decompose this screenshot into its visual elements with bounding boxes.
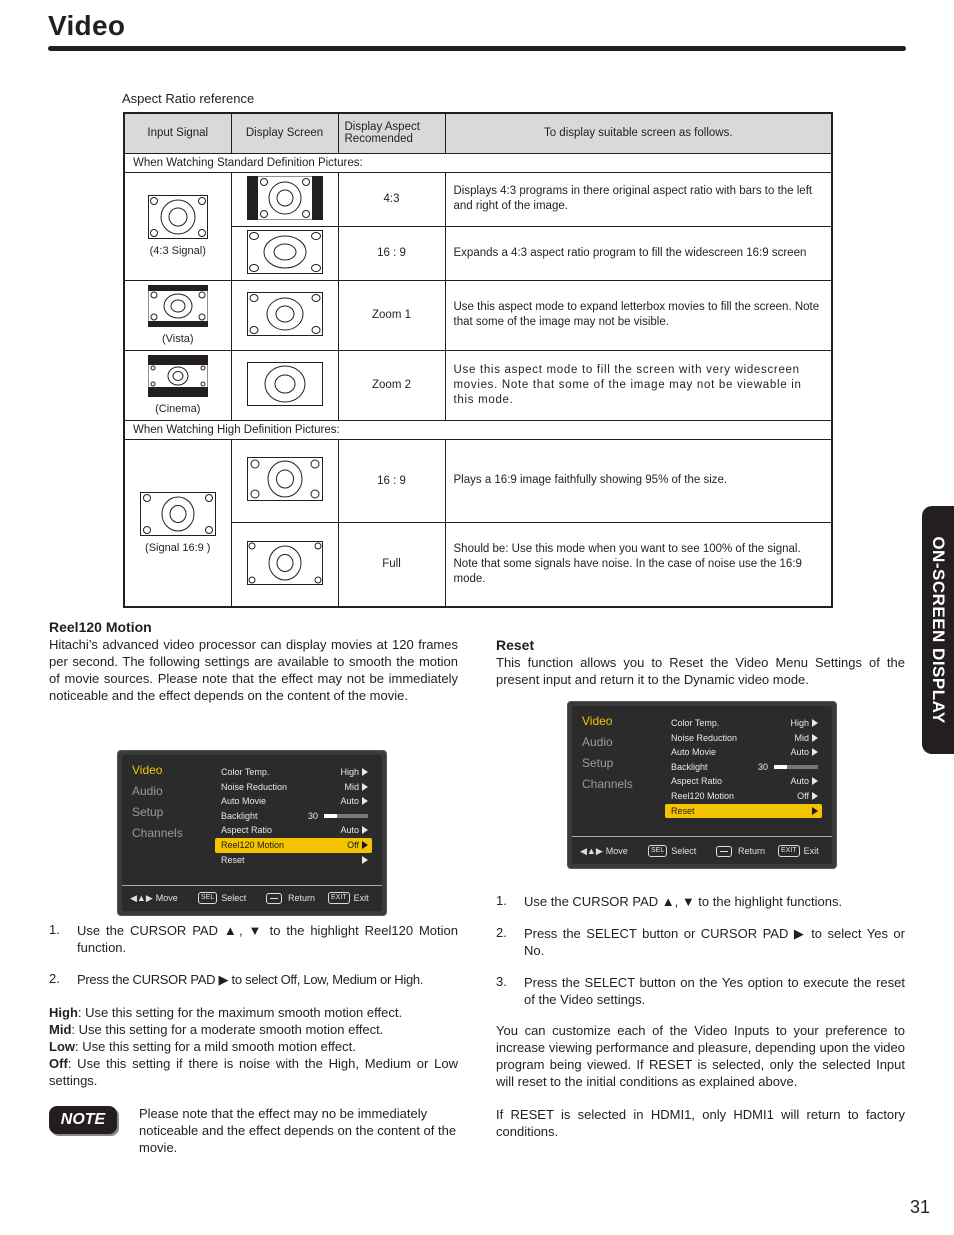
reel-intro: Hitachi’s advanced video processor can display movies at 120 frames per second. The following settings are available to smooth the motion of movie sources. Please note that the effect may not be immediately noticeable and the effect depends on the content of the movie. <box>49 637 458 703</box>
screen-cell <box>231 280 338 350</box>
screen-zoom1-image <box>247 292 323 336</box>
osd-video-submenu <box>665 716 822 818</box>
desc-cell: Displays 4:3 programs in there original aspect ratio with bars to the left and right of the image. <box>445 172 832 226</box>
osd-footer <box>130 892 374 904</box>
screen-4-3-image <box>247 176 323 220</box>
osd-footer-divider <box>122 885 382 886</box>
backlight-slider[interactable] <box>774 765 818 769</box>
table-row <box>124 522 832 607</box>
osd-footer-select: SEL Select <box>198 892 266 904</box>
mode-cell: 16 : 9 <box>338 439 445 522</box>
cursor-pad-icon: ◀▲▶ <box>580 845 603 856</box>
osd-main-menu <box>132 763 183 847</box>
reset-step1-number: 1. <box>496 893 507 908</box>
backlight-slider-fill <box>774 765 787 769</box>
osd-menu-reel120 <box>117 750 387 916</box>
osd-footer-select: SEL Select <box>648 845 716 857</box>
reset-para-1: You can customize each of the Video Inputs to your preference to increase viewing performance and pleasure, depending upon the video program being viewed. If RESET is selected, only the selected Input will reset to the initial conditions as explained above. <box>496 1023 905 1089</box>
reel-step1-number: 1. <box>49 922 60 937</box>
screen-cell <box>231 439 338 522</box>
reel-setting-high: High: Use this setting for the maximum smooth motion effect. <box>49 1005 403 1020</box>
osd-footer-exit: EXIT Exit <box>328 892 369 904</box>
note-text: Please note that the effect may no be immediately noticeable and the effect depends on the content of the movie. <box>139 1106 457 1155</box>
reel-setting-mid: Mid: Use this setting for a moderate smooth motion effect. <box>49 1022 384 1037</box>
header-description: To display suitable screen as follows. <box>445 113 832 153</box>
osd-item-noise-reduction[interactable]: Noise Reduction Mid <box>665 731 822 746</box>
osd-menu-video[interactable]: Video <box>132 763 163 777</box>
mode-cell: Zoom 1 <box>338 280 445 350</box>
reel-step2-number: 2. <box>49 971 60 986</box>
return-button-icon <box>716 846 732 857</box>
screen-cell <box>231 350 338 420</box>
table-header-row <box>124 113 832 153</box>
osd-item-reel120-motion[interactable]: Reel120 Motion Off <box>215 838 372 853</box>
screen-full-image <box>247 541 323 585</box>
osd-item-aspect-ratio[interactable]: Aspect Ratio Auto <box>665 774 822 789</box>
signal-cell-4-3 <box>124 172 231 280</box>
table-row <box>124 172 832 226</box>
signal-cell-vista <box>124 280 231 350</box>
desc-cell: Plays a 16:9 image faithfully showing 95% of the size. <box>445 439 832 522</box>
desc-cell: Expands a 4:3 aspect ratio program to fill the widescreen 16:9 screen <box>445 226 832 280</box>
sel-button-icon: SEL <box>198 892 217 904</box>
screen-hd-16-9-image <box>247 457 323 501</box>
table-row <box>124 280 832 350</box>
signal-caption: (Vista) <box>161 333 194 345</box>
header-input-signal: Input Signal <box>124 113 231 153</box>
desc-cell: Use this aspect mode to fill the screen with very widescreen movies. Note that some of the image may not be viewable in this mode. <box>445 350 832 420</box>
note-badge: NOTE <box>49 1106 117 1134</box>
hd-section-label: When Watching High Definition Pictures: <box>124 420 832 439</box>
osd-footer-return: Return <box>716 846 778 857</box>
screen-cell <box>231 522 338 607</box>
osd-item-color-temp[interactable]: Color Temp. High <box>665 716 822 731</box>
page-title: Video <box>48 10 126 41</box>
screen-zoom2-image <box>247 362 323 406</box>
title-rule <box>48 46 906 51</box>
osd-footer <box>580 845 824 857</box>
osd-main-menu <box>582 714 633 798</box>
osd-menu-audio[interactable]: Audio <box>582 735 613 749</box>
side-tab-label: ON-SCREEN DISPLAY <box>929 536 948 724</box>
exit-button-icon: EXIT <box>328 892 350 904</box>
osd-video-submenu <box>215 765 372 867</box>
reset-step2-number: 2. <box>496 925 507 940</box>
signal-4-3-image <box>148 195 208 239</box>
screen-cell <box>231 226 338 280</box>
reset-para-2: If RESET is selected in HDMI1, only HDMI1 will return to factory conditions. <box>496 1107 905 1139</box>
desc-cell: Should be: Use this mode when you want to see 100% of the signal. Note that some signals have noise. In the case of noise use the 16:9 mode. <box>445 522 832 607</box>
page-number: 31 <box>910 1197 931 1217</box>
backlight-slider-fill <box>324 814 337 818</box>
mode-cell: Full <box>338 522 445 607</box>
signal-16-9-image <box>140 492 216 536</box>
screen-cell <box>231 172 338 226</box>
osd-menu-setup[interactable]: Setup <box>582 756 614 770</box>
osd-item-color-temp[interactable]: Color Temp. High <box>215 765 372 780</box>
sel-button-icon: SEL <box>648 845 667 857</box>
osd-item-reset[interactable]: Reset <box>665 804 822 819</box>
osd-item-aspect-ratio[interactable]: Aspect Ratio Auto <box>215 823 372 838</box>
osd-footer-exit: EXIT Exit <box>778 845 819 857</box>
osd-item-auto-movie[interactable]: Auto Movie Auto <box>665 745 822 760</box>
signal-caption: (4:3 Signal) <box>149 245 206 257</box>
osd-item-backlight[interactable]: Backlight 30 <box>215 809 372 824</box>
osd-menu-reset <box>567 701 837 869</box>
reset-step2: Press the SELECT button or CURSOR PAD ▶ to select Yes or No. <box>524 926 905 958</box>
osd-menu-channels[interactable]: Channels <box>132 826 183 840</box>
reel-setting-off: Off: Use this setting if there is noise with the High, Medium or Low settings. <box>49 1056 458 1088</box>
table-caption: Aspect Ratio reference <box>122 91 255 106</box>
reel-setting-low: Low: Use this setting for a mild smooth motion effect. <box>49 1039 356 1054</box>
osd-menu-setup[interactable]: Setup <box>132 805 164 819</box>
osd-footer-return: Return <box>266 893 328 904</box>
reset-step3-number: 3. <box>496 974 507 989</box>
header-display-aspect: Display Aspect Recomended <box>338 113 445 153</box>
osd-menu-video[interactable]: Video <box>582 714 613 728</box>
signal-cell-cinema <box>124 350 231 420</box>
osd-menu-channels[interactable]: Channels <box>582 777 633 791</box>
osd-item-noise-reduction[interactable]: Noise Reduction Mid <box>215 780 372 795</box>
exit-button-icon: EXIT <box>778 845 800 857</box>
reel-step1: Use the CURSOR PAD ▲, ▼ to the highlight Reel120 Motion function. <box>77 923 458 955</box>
reel-heading: Reel120 Motion <box>49 619 152 635</box>
osd-item-reset[interactable]: Reset <box>215 853 372 868</box>
osd-item-auto-movie[interactable]: Auto Movie Auto <box>215 794 372 809</box>
signal-caption: (Signal 16:9 ) <box>145 541 211 554</box>
aspect-ratio-table <box>123 112 833 608</box>
return-button-icon <box>266 893 282 904</box>
reset-step3: Press the SELECT button on the Yes option to execute the reset of the Video settings. <box>524 975 905 1007</box>
mode-cell: Zoom 2 <box>338 350 445 420</box>
desc-cell: Use this aspect mode to expand letterbox movies to fill the screen. Note that some of the image may not be visible. <box>445 280 832 350</box>
osd-footer-divider <box>572 836 832 837</box>
signal-vista-image <box>148 285 208 327</box>
osd-footer-move: ◀▲▶ Move <box>130 892 178 903</box>
table-row <box>124 439 832 522</box>
osd-item-reel120-motion[interactable]: Reel120 Motion Off <box>665 789 822 804</box>
section-side-tab <box>922 506 954 754</box>
table-row <box>124 350 832 420</box>
reset-step1: Use the CURSOR PAD ▲, ▼ to the highlight functions. <box>524 894 843 909</box>
osd-item-backlight[interactable]: Backlight 30 <box>665 760 822 775</box>
reset-intro: This function allows you to Reset the Video Menu Settings of the present input and return it to the Dynamic video mode. <box>496 655 905 687</box>
cursor-pad-icon: ◀▲▶ <box>130 892 153 903</box>
signal-cell-16-9 <box>124 439 231 607</box>
osd-menu-audio[interactable]: Audio <box>132 784 163 798</box>
mode-cell: 16 : 9 <box>338 226 445 280</box>
signal-caption: (Cinema) <box>155 403 201 415</box>
table-row <box>124 226 832 280</box>
osd-footer-move: ◀▲▶ Move <box>580 845 628 856</box>
header-display-screen: Display Screen <box>231 113 338 153</box>
reel-step2: Press the CURSOR PAD ▶ to select Off, Low, Medium or High. <box>77 972 424 987</box>
screen-16-9-image <box>247 230 323 274</box>
mode-cell: 4:3 <box>338 172 445 226</box>
sd-section-label: When Watching Standard Definition Pictures: <box>124 153 832 172</box>
backlight-slider[interactable] <box>324 814 368 818</box>
signal-cinema-image <box>148 355 208 397</box>
reset-heading: Reset <box>496 637 535 653</box>
